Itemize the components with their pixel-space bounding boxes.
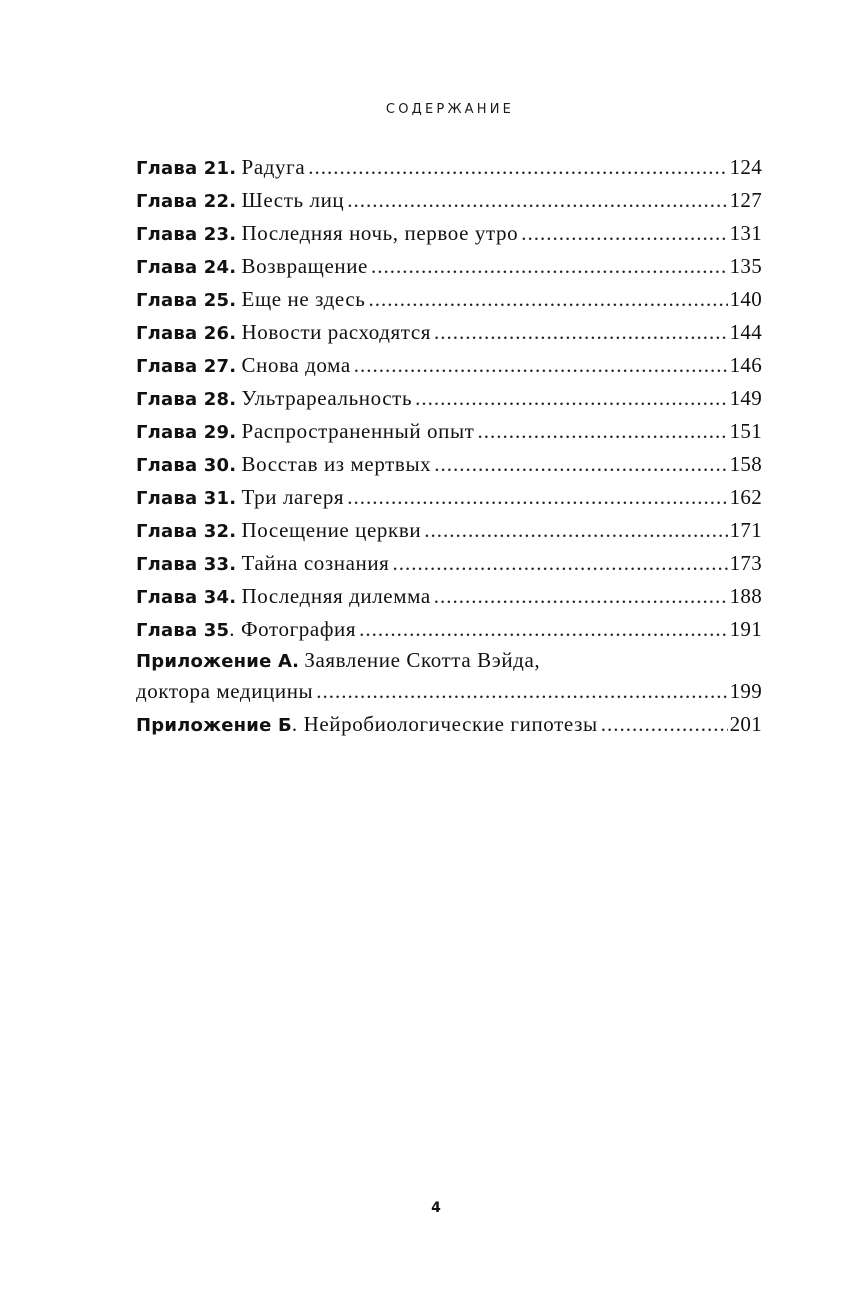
chapter-title: Еще не здесь bbox=[241, 287, 366, 311]
chapter-title: Восстав из мертвых bbox=[241, 452, 432, 476]
appendix-title: Заявление Скотта Вэйда, bbox=[304, 648, 541, 672]
chapter-page: 171 bbox=[729, 518, 762, 542]
chapter-page: 135 bbox=[729, 254, 762, 278]
chapter-label: Глава 31. bbox=[136, 488, 237, 509]
chapter-label: Глава 23. bbox=[136, 224, 237, 245]
chapter-page: 158 bbox=[729, 452, 762, 476]
dot-leader bbox=[347, 184, 727, 217]
dot-leader bbox=[434, 580, 728, 613]
dot-leader bbox=[354, 349, 728, 382]
toc-entry-29 bbox=[136, 415, 762, 448]
toc-entry-24 bbox=[136, 250, 762, 283]
toc-entry-26 bbox=[136, 316, 762, 349]
dot-leader bbox=[308, 151, 727, 184]
chapter-page: 146 bbox=[729, 353, 762, 377]
chapter-title: Снова дома bbox=[241, 353, 351, 377]
toc-entry-appendix-a-line2 bbox=[136, 675, 762, 708]
appendix-label: Приложение Б bbox=[136, 715, 292, 736]
chapter-label: Глава 24. bbox=[136, 257, 237, 278]
dot-leader bbox=[368, 283, 727, 316]
chapter-title: Последняя ночь, первое утро bbox=[241, 221, 519, 245]
chapter-page: 188 bbox=[729, 584, 762, 608]
chapter-label: Глава 26. bbox=[136, 323, 237, 344]
chapter-label: Глава 29. bbox=[136, 422, 237, 443]
appendix-title-continued: доктора медицины bbox=[136, 679, 314, 703]
toc-entry-30 bbox=[136, 448, 762, 481]
chapter-label: Глава 34. bbox=[136, 587, 237, 608]
chapter-title: Последняя дилемма bbox=[241, 584, 431, 608]
chapter-label: Глава 21. bbox=[136, 158, 237, 179]
chapter-title: Тайна сознания bbox=[241, 551, 390, 575]
dot-leader bbox=[415, 382, 727, 415]
page-number: 4 bbox=[431, 1200, 441, 1216]
toc-entry-31 bbox=[136, 481, 762, 514]
chapter-page: 191 bbox=[729, 617, 762, 641]
appendix-page: 201 bbox=[729, 712, 762, 736]
chapter-label: Глава 33. bbox=[136, 554, 237, 575]
toc-entry-22 bbox=[136, 184, 762, 217]
toc-entry-28 bbox=[136, 382, 762, 415]
chapter-page: 140 bbox=[729, 287, 762, 311]
chapter-title: Посещение церкви bbox=[241, 518, 422, 542]
chapter-page: 131 bbox=[729, 221, 762, 245]
dot-leader bbox=[434, 316, 728, 349]
chapter-label: Глава 27. bbox=[136, 356, 237, 377]
toc-entry-21 bbox=[136, 151, 762, 184]
dot-leader bbox=[316, 675, 727, 708]
chapter-page: 162 bbox=[729, 485, 762, 509]
toc-entry-25 bbox=[136, 283, 762, 316]
dot-leader bbox=[371, 250, 728, 283]
chapter-label: Глава 28. bbox=[136, 389, 237, 410]
appendix-page: 199 bbox=[729, 679, 762, 703]
chapter-title: Радуга bbox=[241, 155, 306, 179]
dot-leader bbox=[434, 448, 727, 481]
chapter-page: 173 bbox=[729, 551, 762, 575]
dot-leader bbox=[601, 708, 728, 741]
chapter-label: Глава 35 bbox=[136, 620, 230, 641]
dot-leader bbox=[424, 514, 727, 547]
toc-entry-35 bbox=[136, 613, 762, 646]
chapter-label: Глава 32. bbox=[136, 521, 237, 542]
toc-entry-appendix-a-line1 bbox=[136, 646, 762, 675]
chapter-title: Новости расходятся bbox=[241, 320, 432, 344]
appendix-title: . Нейробиологические гипотезы bbox=[291, 712, 598, 736]
chapter-page: 127 bbox=[729, 188, 762, 212]
chapter-title: Возвращение bbox=[241, 254, 368, 278]
chapter-page: 144 bbox=[729, 320, 762, 344]
dot-leader bbox=[359, 613, 727, 646]
dot-leader bbox=[477, 415, 727, 448]
toc-entry-23 bbox=[136, 217, 762, 250]
toc-entry-34 bbox=[136, 580, 762, 613]
table-of-contents bbox=[136, 151, 762, 741]
dot-leader bbox=[392, 547, 727, 580]
chapter-page: 124 bbox=[729, 155, 762, 179]
chapter-label: Глава 25. bbox=[136, 290, 237, 311]
chapter-title: Распространенный опыт bbox=[241, 419, 475, 443]
chapter-label: Глава 30. bbox=[136, 455, 237, 476]
chapter-page: 151 bbox=[729, 419, 762, 443]
dot-leader bbox=[521, 217, 727, 250]
toc-entry-32 bbox=[136, 514, 762, 547]
toc-entry-33 bbox=[136, 547, 762, 580]
toc-entry-appendix-b bbox=[136, 708, 762, 741]
appendix-label: Приложение А. bbox=[136, 651, 300, 672]
chapter-page: 149 bbox=[729, 386, 762, 410]
chapter-title: Ультрареальность bbox=[241, 386, 413, 410]
chapter-title: Три лагеря bbox=[241, 485, 345, 509]
chapter-title: Шесть лиц bbox=[241, 188, 345, 212]
chapter-label: Глава 22. bbox=[136, 191, 237, 212]
dot-leader bbox=[347, 481, 727, 514]
toc-entry-27 bbox=[136, 349, 762, 382]
chapter-title: . Фотография bbox=[229, 617, 357, 641]
toc-heading: СОДЕРЖАНИЕ bbox=[385, 102, 515, 117]
